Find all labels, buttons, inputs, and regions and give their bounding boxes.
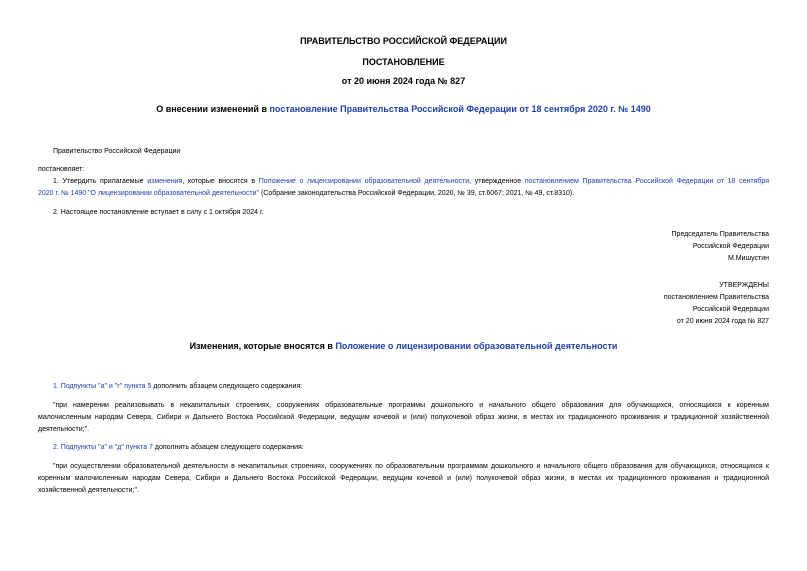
change-1-intro: [53, 381, 302, 393]
link-licensing-regulation[interactable]: Положение о лицензировании образовательной деятельности: [258, 178, 470, 185]
approved-line-2: постановлением Правительства: [663, 294, 769, 301]
title-link[interactable]: постановление Правительства Российской Федерации от 18 сентября 2020 г. № 1490: [269, 104, 651, 114]
approved-line-1: УТВЕРЖДЕНЫ: [719, 282, 769, 289]
item-2: 2. Настоящее постановление вступает в силу с 1 октября 2024 г.: [53, 209, 264, 216]
change-2-quote-line-2: коренным малочисленным народам Севера, Сибири и Дальнего Востока Российской Федерации, ведущим кочевой и (или) полукочевой образ жизни, в местах их традиционного проживания и традиционной: [38, 475, 769, 482]
signature-line-1: Председатель Правительства: [671, 231, 769, 238]
preamble-government: Правительство Российской Федерации: [53, 148, 181, 155]
change-2-quote-line-1: "при осуществлении образовательной деятельности в некапитальных строениях, сооружениях по образовательным программам дошкольного и начального общего образования для обучающихся, относящихся к: [53, 463, 769, 470]
changes-title-link[interactable]: Положение о лицензировании образовательной деятельности: [335, 341, 618, 351]
signature-line-2: Российской Федерации: [692, 243, 769, 250]
changes-title: [0, 341, 807, 351]
document-date-number: от 20 июня 2024 года № 827: [341, 76, 466, 86]
change-2-intro-text: дополнить абзацем следующего содержания:: [152, 444, 304, 451]
document-type: ПОСТАНОВЛЕНИЕ: [362, 57, 445, 67]
change-2-link[interactable]: 2. Подпункты "а" и "д" пункта 7: [53, 444, 153, 451]
document-title: [0, 104, 807, 114]
link-resolution-1490-part-1[interactable]: постановлением Правительства Российской Федерации от 18 сентября: [524, 178, 769, 185]
item-1-text-d: (Собрание законодательства Российской Федерации, 2020, № 39, ст.6067; 2021, № 49, ст.8310).: [259, 190, 575, 197]
change-1-link[interactable]: 1. Подпункты "а" и "г" пункта 5: [53, 383, 152, 390]
link-changes[interactable]: изменения: [147, 178, 183, 185]
item-1-line-1: [38, 176, 769, 188]
change-1-quote: [38, 400, 769, 436]
preamble-decrees: постановляет:: [38, 166, 85, 173]
signature-line-3: М.Мишустин: [727, 255, 769, 262]
change-2-quote-line-3: хозяйственной деятельности;".: [38, 487, 139, 494]
change-2-quote: [38, 461, 769, 497]
item-1-line-2: [38, 188, 769, 200]
change-2-intro: [53, 442, 304, 454]
title-prefix: О внесении изменений в: [156, 104, 270, 114]
change-1-quote-line-1: "при намерении реализовывать в некапитальных строениях, сооружениях образовательные программы дошкольного и начального общего образования для обучающихся, относящихся к коренным: [53, 402, 769, 409]
change-1-quote-line-2: малочисленным народам Севера, Сибири и Дальнего Востока Российской Федерации, ведущим кочевой и (или) полукочевой образ жизни, в местах их традиционного проживания и традиционной хозяйственной: [38, 414, 769, 421]
approved-block: [664, 280, 769, 328]
link-resolution-1490-part-2[interactable]: 2020 г. № 1490 "О лицензировании образовательной деятельности": [38, 190, 259, 197]
item-1-text-b: , которые вносятся в: [182, 178, 259, 185]
item-1-paragraph: [38, 176, 769, 200]
change-1-intro-text: дополнить абзацем следующего содержания:: [151, 383, 303, 390]
approved-line-4: от 20 июня 2024 года № 827: [676, 318, 769, 325]
signature-block: [672, 229, 769, 265]
item-1-text-c: , утвержденное: [469, 178, 525, 185]
approved-line-3: Российской Федерации: [692, 306, 769, 313]
changes-title-prefix: Изменения, которые вносятся в: [189, 341, 336, 351]
government-heading: ПРАВИТЕЛЬСТВО РОССИЙСКОЙ ФЕДЕРАЦИИ: [300, 36, 507, 46]
item-1-text-a: 1. Утвердить прилагаемые: [53, 178, 148, 185]
change-1-quote-line-3: деятельности;".: [38, 426, 90, 433]
